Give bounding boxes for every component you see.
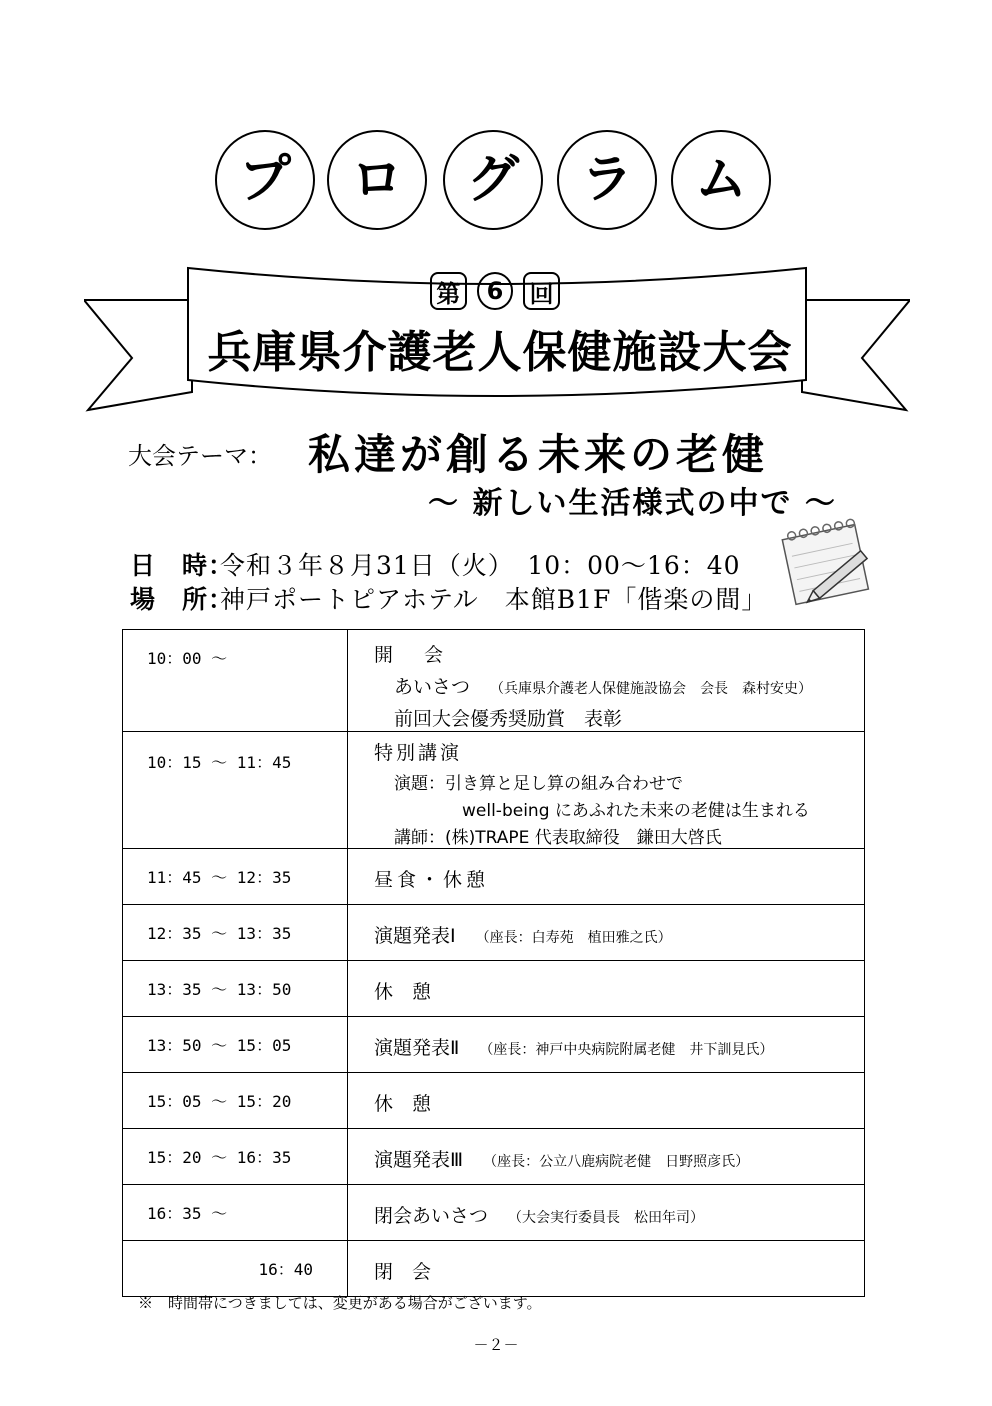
chair-note: （大会実行委員長 松田年司） bbox=[508, 1210, 705, 1226]
program-title: 閉 会 bbox=[374, 1261, 432, 1283]
title-char-circle: ム bbox=[671, 130, 771, 230]
table-row bbox=[123, 1017, 865, 1073]
time-cell: 16：35 ～ bbox=[123, 1185, 348, 1241]
program-cell bbox=[348, 1241, 865, 1297]
place-line bbox=[130, 580, 767, 616]
title-char-circle: グ bbox=[443, 130, 543, 230]
program-cell bbox=[348, 1129, 865, 1185]
table-row bbox=[123, 1185, 865, 1241]
table-row bbox=[123, 849, 865, 905]
chair-note: （座長：公立八鹿病院老健 日野照彦氏） bbox=[483, 1154, 750, 1170]
time-cell: 16：40 bbox=[123, 1241, 348, 1297]
program-title: 休 憩 bbox=[374, 981, 432, 1003]
chair-note: （座長：神戸中央病院附属老健 井下訓見氏） bbox=[479, 1042, 774, 1058]
date-line bbox=[130, 546, 741, 582]
table-row bbox=[123, 961, 865, 1017]
page-number: －２－ bbox=[473, 1336, 519, 1354]
schedule-table bbox=[122, 629, 865, 1297]
date-value: 令和３年８月31日（火） 10：00～16：40 bbox=[220, 551, 741, 580]
program-title: 特別講演 bbox=[374, 742, 463, 764]
program-title: 昼食・休憩 bbox=[374, 869, 490, 891]
time-cell: 13：35 ～ 13：50 bbox=[123, 961, 348, 1017]
program-cell bbox=[348, 1185, 865, 1241]
time-cell: 10：00 ～ bbox=[123, 630, 348, 732]
time-cell: 15：20 ～ 16：35 bbox=[123, 1129, 348, 1185]
table-row bbox=[123, 1073, 865, 1129]
time-cell: 13：50 ～ 15：05 bbox=[123, 1017, 348, 1073]
theme-label: 大会テーマ： bbox=[128, 442, 272, 470]
time-cell: 12：35 ～ 13：35 bbox=[123, 905, 348, 961]
lecturer: 講師：(株)TRAPE 代表取締役 鎌田大啓氏 bbox=[394, 828, 722, 848]
lecture-topic: 演題：引き算と足し算の組み合わせで bbox=[394, 774, 683, 794]
table-row bbox=[123, 905, 865, 961]
program-cell bbox=[348, 961, 865, 1017]
edition-char: 回 bbox=[523, 272, 560, 310]
time-cell: 15：05 ～ 15：20 bbox=[123, 1073, 348, 1129]
title-char-circle: ロ bbox=[327, 130, 427, 230]
time-cell: 10：15 ～ 11：45 bbox=[123, 732, 348, 849]
greeting-line bbox=[374, 672, 864, 699]
program-cell bbox=[348, 630, 865, 732]
time-cell: 11：45 ～ 12：35 bbox=[123, 849, 348, 905]
program-title: 演題発表Ⅱ bbox=[374, 1037, 460, 1059]
notepad-pencil-icon bbox=[780, 516, 884, 608]
greeting-speaker: （兵庫県介護老人保健施設協会 会長 森村安史） bbox=[490, 681, 813, 697]
place-label: 場 所： bbox=[130, 585, 235, 614]
table-row bbox=[123, 1241, 865, 1297]
edition-char: 第 bbox=[430, 272, 467, 310]
program-cell bbox=[348, 732, 865, 849]
footnote: ※ 時間帯につきましては、変更がある場合がございます。 bbox=[138, 1294, 542, 1312]
date-label: 日 時： bbox=[130, 551, 235, 580]
theme-main: 私達が創る未来の老健 bbox=[308, 430, 769, 479]
program-title: 演題発表Ⅲ bbox=[374, 1149, 464, 1171]
program-cell bbox=[348, 1073, 865, 1129]
program-title: 開 会 bbox=[374, 644, 450, 666]
award-line: 前回大会優秀奨励賞 表彰 bbox=[394, 708, 623, 730]
program-cell bbox=[348, 1017, 865, 1073]
program-cell bbox=[348, 849, 865, 905]
program-title: 休 憩 bbox=[374, 1093, 432, 1115]
conference-title: 兵庫県介護老人保健施設大会 bbox=[207, 327, 793, 378]
table-row bbox=[123, 1129, 865, 1185]
program-title: 演題発表Ⅰ bbox=[374, 925, 456, 947]
title-char-circle: ラ bbox=[557, 130, 657, 230]
title-char-circle: プ bbox=[215, 130, 315, 230]
program-title: 閉会あいさつ bbox=[374, 1205, 489, 1227]
theme-subtitle: ～ 新しい生活様式の中で ～ bbox=[428, 486, 837, 521]
banner-edition bbox=[430, 272, 560, 310]
table-row bbox=[123, 630, 865, 732]
place-value: 神戸ポートピアホテル 本館B1F「偕楽の間」 bbox=[220, 585, 768, 614]
greeting-title: あいさつ bbox=[394, 676, 471, 698]
program-title bbox=[215, 130, 775, 234]
chair-note: （座長：白寿苑 植田雅之氏） bbox=[475, 930, 672, 946]
lecture-topic-cont: well-being にあふれた未来の老健は生まれる bbox=[462, 801, 810, 821]
edition-number: 6 bbox=[477, 272, 514, 310]
table-row bbox=[123, 732, 865, 849]
program-cell bbox=[348, 905, 865, 961]
